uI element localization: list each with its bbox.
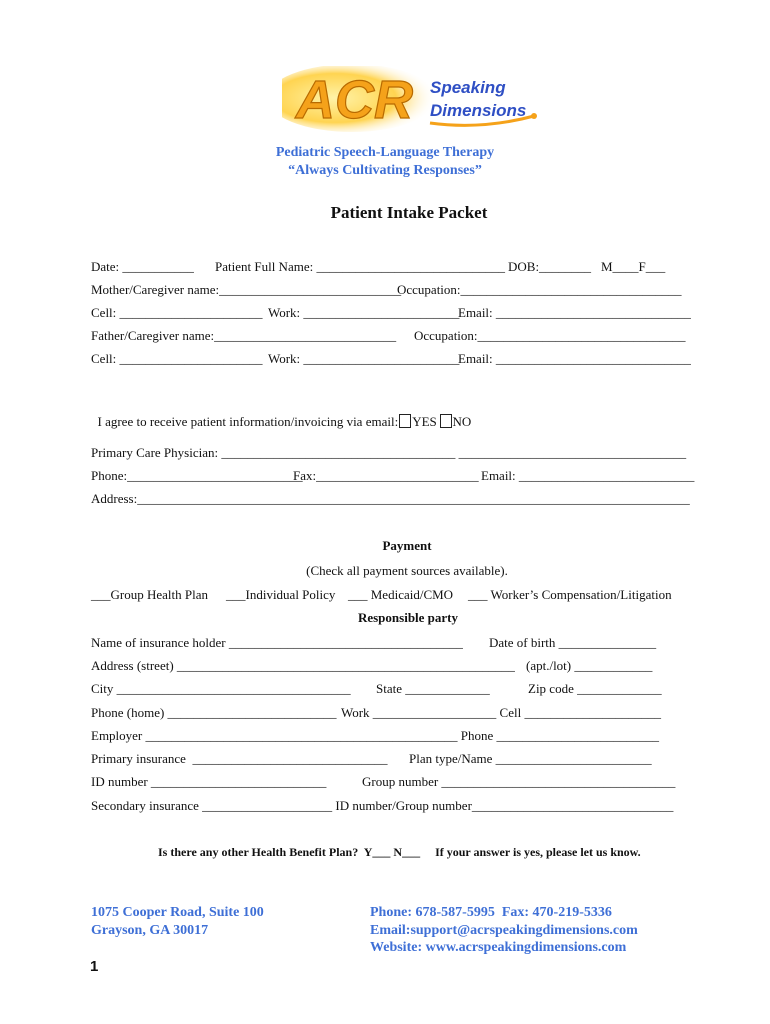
logo-dot — [531, 113, 537, 119]
payment-instruction: (Check all payment sources available). — [306, 563, 508, 578]
clinic-motto: “Always Cultivating Responses” — [288, 163, 482, 178]
date-field[interactable]: Date: ___________ — [91, 259, 194, 274]
clinic-subtitle: Pediatric Speech-Language Therapy — [275, 145, 495, 160]
responsible-party-heading: Responsible party — [357, 610, 459, 625]
group-number-field[interactable]: Group number ____________________________________ — [362, 774, 676, 789]
payment-option-individual[interactable]: ___Individual Policy — [226, 587, 336, 602]
id-number-field[interactable]: ID number ___________________________ — [91, 774, 327, 789]
primary-care-physician-field[interactable]: Primary Care Physician: ____________________________________ ___________________________________ — [91, 445, 687, 460]
logo-word-speaking: Speaking — [430, 78, 506, 97]
acr-speaking-dimensions-logo — [282, 66, 547, 136]
footer-website[interactable]: Website: www.acrspeakingdimensions.com — [370, 940, 627, 955]
other-health-plan-question[interactable]: Is there any other Health Benefit Plan? Y___ N___ If your answer is yes, please let us know. — [158, 845, 641, 859]
physician-email-field[interactable]: Email: ___________________________ — [481, 468, 695, 483]
mother-work-field[interactable]: Work: ________________________ — [268, 305, 460, 320]
employer-field[interactable]: Employer ________________________________________________ Phone _________________________ — [91, 728, 660, 743]
payment-option-workers-comp[interactable]: ___ Worker’s Compensation/Litigation — [468, 587, 672, 602]
plan-type-field[interactable]: Plan type/Name ________________________ — [409, 751, 652, 766]
payment-heading: Payment — [382, 538, 432, 553]
footer-address-line2: Grayson, GA 30017 — [91, 923, 209, 938]
page-title: Patient Intake Packet — [330, 203, 488, 222]
mother-cell-field[interactable]: Cell: ______________________ — [91, 305, 263, 320]
father-email-field[interactable]: Email: ______________________________ — [458, 351, 691, 366]
father-cell-field[interactable]: Cell: ______________________ — [91, 351, 263, 366]
payment-option-medicaid[interactable]: ___ Medicaid/CMO — [348, 587, 454, 602]
secondary-insurance-field[interactable]: Secondary insurance ____________________ ID number/Group number_______________________________ — [91, 798, 674, 813]
payment-option-group-health[interactable]: ___Group Health Plan — [91, 587, 208, 602]
apt-lot-field[interactable]: (apt./lot) ____________ — [526, 658, 653, 673]
page-number: 1 — [90, 958, 99, 975]
footer-email[interactable]: Email:support@acrspeakingdimensions.com — [370, 923, 638, 938]
patient-name-field[interactable]: Patient Full Name: _____________________________ — [215, 259, 505, 274]
father-name-field[interactable]: Father/Caregiver name:____________________________ — [91, 328, 397, 343]
consent-yes-checkbox[interactable] — [399, 414, 411, 428]
primary-insurance-field[interactable]: Primary insurance ______________________________ — [91, 751, 388, 766]
footer-phone-fax: Phone: 678-587-5995 Fax: 470-219-5336 — [370, 905, 612, 920]
consent-no — [432, 398, 471, 430]
physician-phone-field[interactable]: Phone:___________________________ — [91, 468, 303, 483]
physician-address-field[interactable]: Address:_____________________________________________________________________________________ — [91, 491, 690, 506]
home-phone-field[interactable]: Phone (home) __________________________ — [91, 705, 337, 720]
mother-occupation-field[interactable]: Occupation:__________________________________ — [397, 282, 682, 297]
email-consent-text: I agree to receive patient information/invoicing via email: — [97, 414, 399, 429]
logo-word-dimensions: Dimensions — [430, 101, 527, 120]
city-field[interactable]: City ____________________________________ — [91, 681, 351, 696]
father-occupation-field[interactable]: Occupation:________________________________ — [414, 328, 686, 343]
consent-no-checkbox[interactable] — [440, 414, 452, 428]
state-field[interactable]: State _____________ — [376, 681, 490, 696]
dob-field[interactable]: DOB:________ — [508, 259, 592, 274]
work-cell-phone-field[interactable]: Work ___________________ Cell _____________________ — [341, 705, 661, 720]
insurance-holder-name-field[interactable]: Name of insurance holder ____________________________________ — [91, 635, 463, 650]
consent-no-label: NO — [452, 414, 472, 429]
mother-email-field[interactable]: Email: ______________________________ — [458, 305, 691, 320]
email-consent — [91, 398, 437, 430]
sex-field[interactable]: M____F___ — [601, 259, 666, 274]
footer-address-line1: 1075 Cooper Road, Suite 100 — [91, 905, 264, 920]
street-address-field[interactable]: Address (street) ____________________________________________________ — [91, 658, 515, 673]
father-work-field[interactable]: Work: ________________________ — [268, 351, 460, 366]
mother-name-field[interactable]: Mother/Caregiver name:____________________________ — [91, 282, 402, 297]
consent-yes-label: YES — [412, 414, 437, 429]
logo-acr-letters: ACR — [296, 70, 413, 130]
zip-field[interactable]: Zip code _____________ — [528, 681, 662, 696]
physician-fax-field[interactable]: Fax:_________________________ — [293, 468, 479, 483]
holder-dob-field[interactable]: Date of birth _______________ — [489, 635, 657, 650]
